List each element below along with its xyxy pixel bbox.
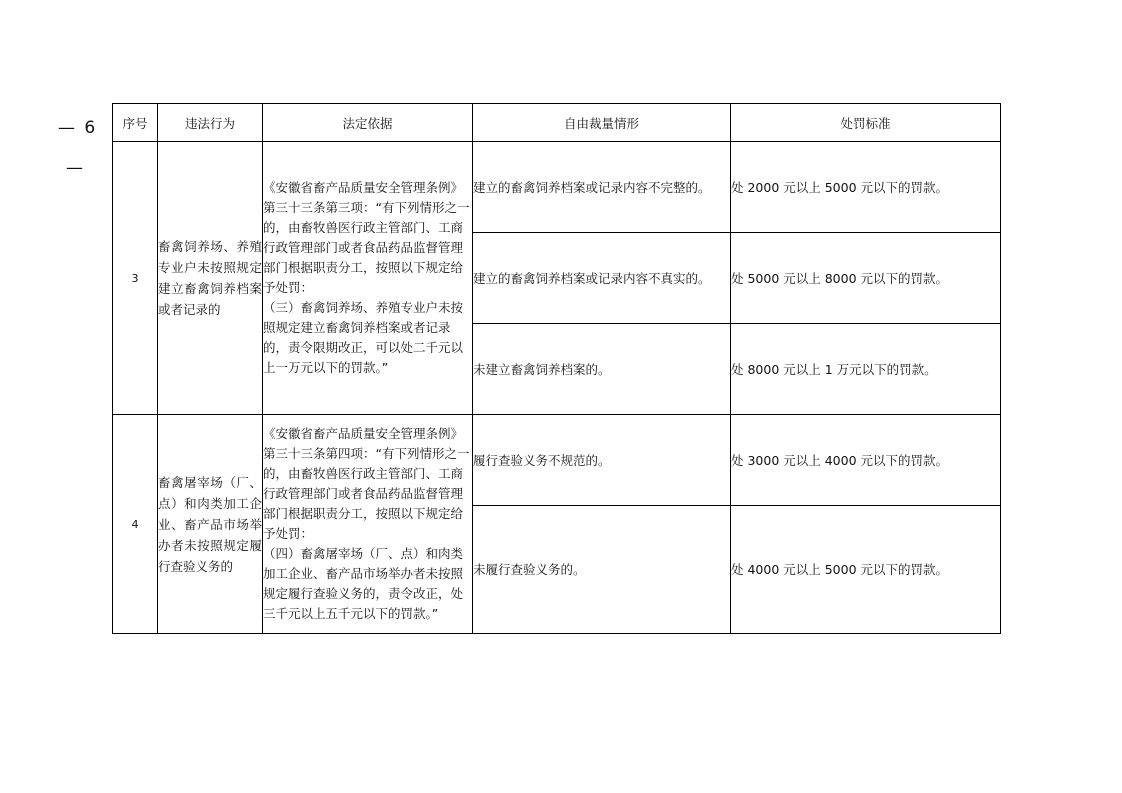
header-no: 序号 <box>113 104 158 142</box>
penalty-standard: 处 8000 元以上 1 万元以下的罚款。 <box>731 324 1001 415</box>
page-number: — 6 <box>58 118 98 138</box>
row-number: 4 <box>113 415 158 634</box>
legal-basis: 《安徽省畜产品质量安全管理条例》第三十三条第三项：“有下列情形之一的，由畜牧兽医行政主管部门、工商行政管理部门或者食品药品监督管理部门根据职责分工，按照以下规定给予处罚： （三）畜禽饲养场、养殖专业户未按照规定建立畜禽饲养档案或者记录的，责令限期改正，可以处二千元以上一万元以下的罚款。” <box>263 142 473 415</box>
legal-basis: 《安徽省畜产品质量安全管理条例》第三十三条第四项：“有下列情形之一的，由畜牧兽医行政主管部门、工商行政管理部门或者食品药品监督管理部门根据职责分工，按照以下规定给予处罚： （四）畜禽屠宰场（厂、点）和肉类加工企业、畜产品市场举办者未按照规定履行查验义务的，责令改正，处三千元以上五千元以下的罚款。” <box>263 415 473 634</box>
discretion-case: 建立的畜禽饲养档案或记录内容不完整的。 <box>473 142 731 233</box>
header-discretion: 自由裁量情形 <box>473 104 731 142</box>
violation-act: 畜禽屠宰场（厂、点）和肉类加工企业、畜产品市场举办者未按照规定履行查验义务的 <box>158 415 263 634</box>
discretion-case: 未建立畜禽饲养档案的。 <box>473 324 731 415</box>
header-act: 违法行为 <box>158 104 263 142</box>
discretion-case: 建立的畜禽饲养档案或记录内容不真实的。 <box>473 233 731 324</box>
page-number-dash: — <box>66 158 83 178</box>
table-row <box>113 415 1001 506</box>
penalty-standard: 处 2000 元以上 5000 元以下的罚款。 <box>731 142 1001 233</box>
header-basis: 法定依据 <box>263 104 473 142</box>
discretion-case: 履行查验义务不规范的。 <box>473 415 731 506</box>
penalty-table <box>112 103 1001 634</box>
discretion-case: 未履行查验义务的。 <box>473 506 731 634</box>
row-number: 3 <box>113 142 158 415</box>
penalty-standard: 处 5000 元以上 8000 元以下的罚款。 <box>731 233 1001 324</box>
header-standard: 处罚标准 <box>731 104 1001 142</box>
penalty-standard: 处 4000 元以上 5000 元以下的罚款。 <box>731 506 1001 634</box>
table-row <box>113 142 1001 233</box>
violation-act: 畜禽饲养场、养殖专业户未按照规定建立畜禽饲养档案或者记录的 <box>158 142 263 415</box>
penalty-standard: 处 3000 元以上 4000 元以下的罚款。 <box>731 415 1001 506</box>
table-header-row <box>113 104 1001 142</box>
